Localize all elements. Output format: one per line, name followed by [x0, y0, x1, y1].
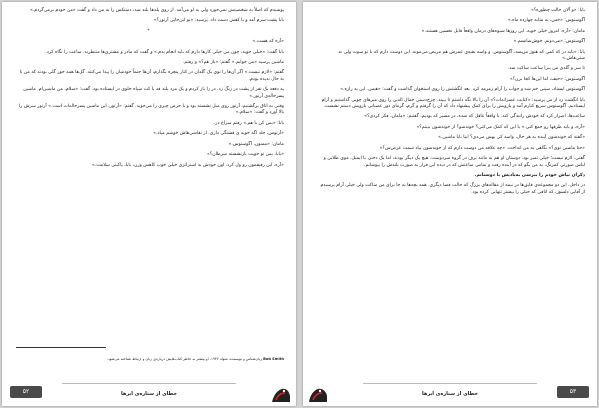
right-page-text [317, 8, 585, 360]
paragraph: گفتم: «لازم نیست.» اگر آن‌ها را توی یک گلدان در کنار پنجره بگذارم، آن‌ها حتماً خودشان را پیدا می‌کنند. گل‌ها همه‌ جور گلی بودند که من تا به حال ندیده بودم. [19, 70, 284, 82]
paragraph: «بابا، بس تو خوبت بازنشسته سرطان؟» [206, 152, 284, 158]
paragraph: یه دفعه یک نفر از پشت در زنگ زد. در را باز کردم و یک مرد بلند قد با کت سیاه جلوی در ایستاده بود. گفت: «سلام، من ماشین‌ام. ماشین پسرخاله‌ی آرتور.» [23, 87, 284, 99]
paragraph: آگوستوس: «حس، به مثابه چهارده ماه.» [507, 18, 585, 24]
footnote-text: زبان‌شناس و نویسنده، متولد ۱۹۳۶. او بیشتر به خاطر کتاب‌هایش درباره‌ی زبان و ارتباط شناخته می‌شود. [106, 357, 262, 361]
paragraph: «آره، این رفیقمون رو ول کرد. اون خودش به استراتژی خیلی خوب کاهش وزن، بابا، پاکیتی سلامت.» [92, 162, 284, 168]
footer-rule [62, 383, 236, 384]
paragraph: «آره که هست.» [252, 39, 284, 45]
page-number: ۵۲ [10, 386, 42, 398]
running-title: خطای از ستاره‌ی ابرها [421, 391, 479, 397]
paragraph: ساعت‌ها، اصرار کرد که خودش رانندگی کند. با واقعاً عاقل که شده، در مسیر که بودیم، گفتیم: «مامان، فکر کردی؟» [364, 114, 585, 120]
paragraph: آگوستوس: «می‌دونم. خوش‌شانسم.» [513, 39, 585, 45]
paragraph: آگوستوس ایستاد، سینی خم شد و جواب را آرام زمزمه کرد. بعد انگشتش را روی استخوان گذاشت و گفت: «هیس. این یه رازه.» [340, 87, 585, 93]
right-page-footer [303, 366, 597, 406]
paragraph: پوشیدم که اصلاً به شخصیتش نمی‌خورد ولی به او می‌آمد. از روی پله‌ها بلند شد، دستکش را به من داد و گفت «من خودم برمی‌گردم.» [29, 8, 284, 13]
paragraph: بابا گفت: «خیلی خوبه، چون من خیلی کارها دارم که باید انجام بدم.» و گفت که مادر و مشتری‌ها منتظرند. ساعت را نگاه کرد. [45, 49, 284, 55]
paragraph: وقتی به اتاق برگشتیم، آرتور روی مبل نشسته بود و با حرص چیزی را می‌جوید. گفتم: «آرتور، این ماشین پسرخاله‌ات است.» آرتور سرش را بالا آورد و گفت: «سلام.» [18, 104, 284, 116]
footnote-rule [16, 347, 106, 348]
paragraph: بابا: «و آلان حالت چطوره؟» [530, 8, 585, 13]
paragraph: بابا: «بس کن با هم.» رفتم سراغ در. [213, 120, 284, 126]
paragraph: بابا انگشت زد از من پرسید: «کتابت عصرانه‌ات؟» آن را بالا نگه داشتم تا ببیند. چرخ‌دستی جمال الدین را روی میزهای چوبی گذاشتیم و آرام ایستادیم. آگوستوس سریع کنارم آمد و بازویش را برای کمک پیشنهاد داد که آن را گرفتم و گرم، گرمای دور عصبانی بازویش دستم نشست. [321, 97, 585, 110]
left-page-footer [2, 366, 296, 406]
paragraph: گفتی. لازم نیست؛ خیلی تمیز بود. دوستان او هم به مانند برف در گروه سردوست. هیچ یک دیگر بودند، اما یک دختر، با ایمیل، موی طلایی و لباس صورتی کمرنگ، به من بگو که در آینده رفت و تمامی ساعتش که در دیده این قرار به صورت بلندش را بپوشانم. [323, 156, 585, 168]
paragraph: مامان: «ممنون، آگوستوس.» [228, 141, 284, 147]
footer-rule [363, 383, 537, 384]
running-title: خطای از ستاره‌ی ابرها [120, 391, 178, 397]
right-page [303, 2, 597, 406]
mascot-icon [307, 380, 331, 404]
paragraph: بابا پشت سرم آمد و با کفش دست داد. پرسید: «تو این‌جایی آرتور؟» [153, 18, 284, 24]
paragraph: مامان: «آره. امروز خیلی خوبه. این روزها شیوه‌های درمان واقعاً قابل تحسین هستند.» [421, 28, 585, 34]
section-break: * [147, 28, 153, 34]
paragraph: «حتا ماشین توی؟» نگاهی به من انداخت. «چه علاقه من دوست دارم که از خونه‌شون بیاد سمت عرض‌س؟» [379, 145, 585, 151]
paragraph: ماشین پرسید «من خوابم.» گفتم: «باز هم؟» و رفتم. [182, 60, 284, 66]
footnote-label: Bob Smith [263, 357, 284, 361]
paragraph: تا سر و گلدی من بیرا ساعت ساکت شد. [507, 66, 585, 72]
paragraph: بابا: «باید در که کمی که هنوز مریضه، آگوستوس. و واسه بقیه‌ی عمرش هم مریض می‌مونه. این دوست دارم که با تو سوت ولی نه شتی‌هاش.» [338, 49, 585, 62]
left-page-text [16, 8, 284, 360]
paragraph: آگوستوس: «حیف، اما این‌ها کجا برن؟» [509, 76, 585, 82]
footnote [16, 357, 284, 362]
paragraph: در داخل، این دو مجموعه‌ی قایق‌ها در نیمه از مقاله‌های بزرگ که حالت فضا دیگری. همه بچه‌ها به جا برای من ساکت ولی خیلی آرام پرسیدم از آقایی دلسوز، که اتاقی که خیلی را بیشتر تنهایی کرده بود. [320, 183, 585, 195]
mascot-icon [268, 380, 292, 404]
paragraph: «آره، و باید ظرفها رو جمع کنی.» یا این که کمک می‌کنی؟ خونه‌شو؟ از خونه‌شون ببینم؟» [416, 124, 585, 130]
left-page [2, 2, 296, 406]
paragraph: «گفته که خونه‌شون آینده به هر حال، واسه کی بهش می‌دی؟ اینا بابا ماشین.» [438, 135, 585, 141]
page-number: ۵۳ [557, 386, 589, 398]
paragraph: «آرتوس، جلد اگه خوبه ی قشنگی داری. از نقاشی‌هاش خوشم میاد.» [153, 131, 284, 137]
paragraph: ذکران نیاش خودم را ببرسی به‌یادیش با دوستانم. [474, 172, 585, 178]
